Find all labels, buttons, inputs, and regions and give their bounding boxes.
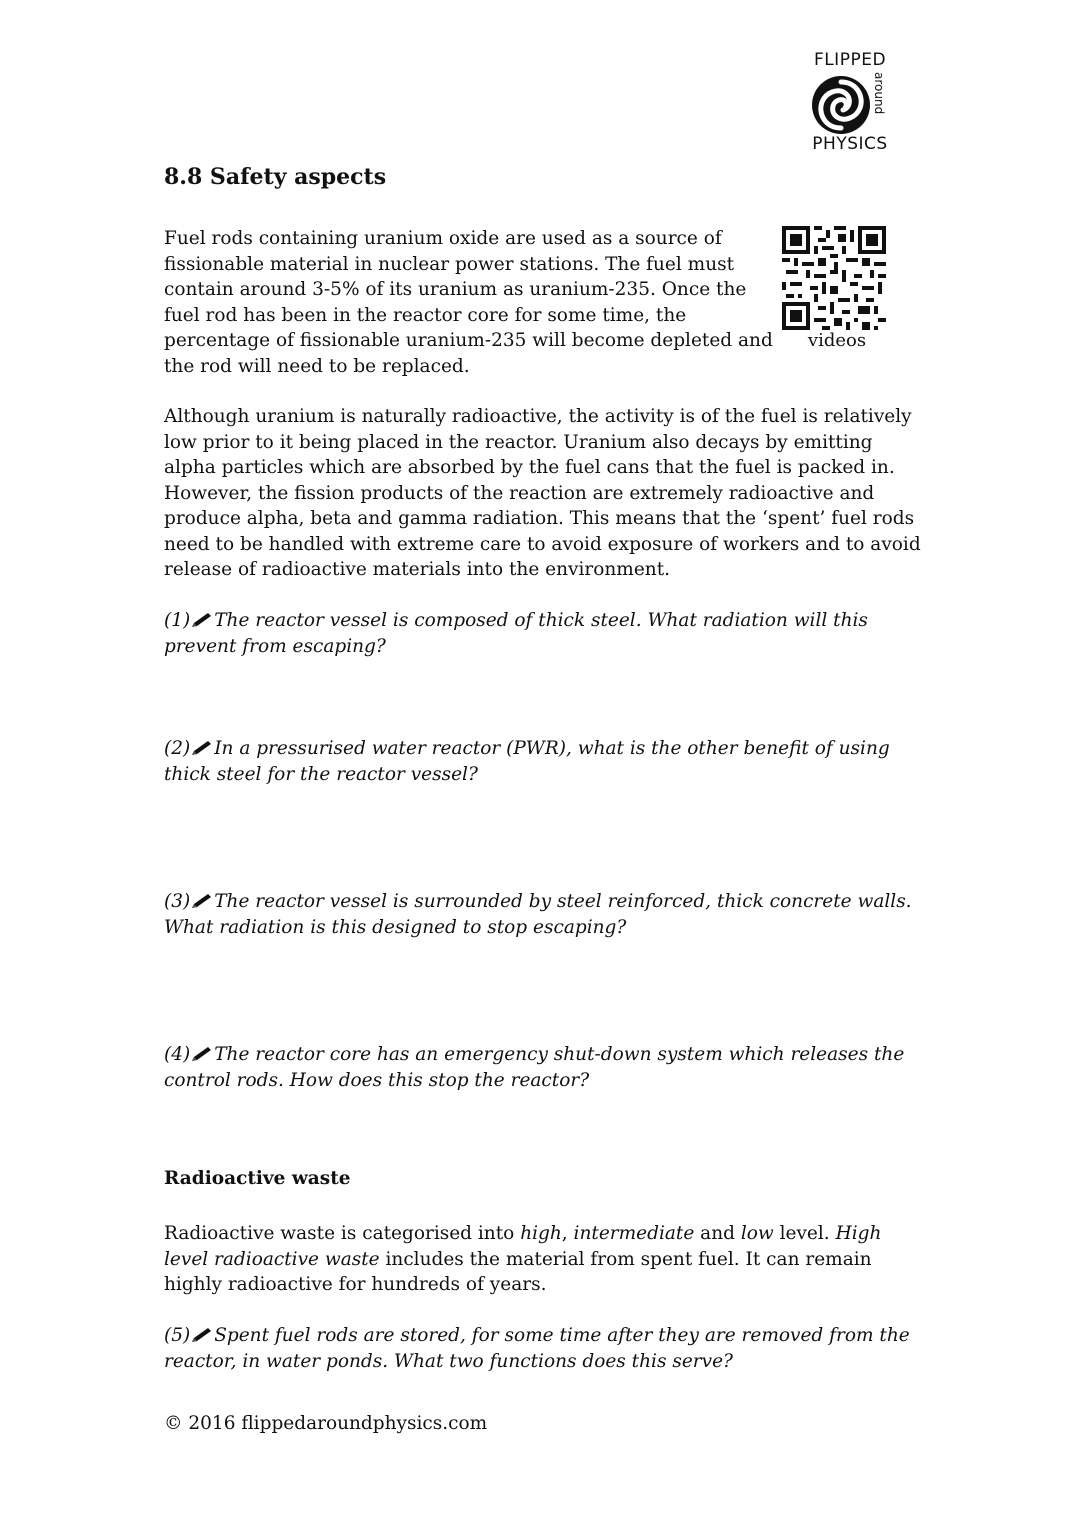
waste-text-2: level. (773, 1223, 836, 1244)
pencil-icon (191, 1046, 213, 1062)
question-4 (164, 1042, 924, 1093)
pencil-icon (191, 1327, 213, 1343)
pencil-icon (191, 740, 213, 756)
logo-bottom-text: PHYSICS (812, 134, 888, 154)
question-3 (164, 889, 924, 940)
radioactivity-paragraph: Although uranium is naturally radioactive, the activity is of the fuel is relatively low prior to it being placed in the reactor. Uranium also decays by emitting alpha particles which are absorbed by the fuel cans that the fuel is packed in. However, the fission products of the reaction are extremely radioactive and produce alpha, beta and gamma radiation. This means that the ‘spent’ fuel rods need to be handled with extreme care to avoid exposure of workers and to avoid release of radioactive materials into the environment. (164, 406, 921, 580)
question-text: The reactor core has an emergency shut-down system which releases the control rods. How does this stop the reactor? (164, 1044, 905, 1091)
question-number: (3) (164, 891, 191, 912)
waste-level-intermediate: intermediate (573, 1223, 695, 1244)
question-text: The reactor vessel is composed of thick steel. What radiation will this prevent from escaping? (164, 610, 868, 657)
question-number: (5) (164, 1325, 191, 1346)
page-title: 8.8 Safety aspects (164, 164, 387, 190)
waste-text-3: includes the material from spent fuel. It can remain highly radioactive for hundreds of years. (164, 1248, 872, 1295)
pencil-icon (191, 612, 213, 628)
waste-level-high: high (520, 1223, 562, 1244)
flipped-around-physics-logo (800, 48, 900, 158)
question-text: The reactor vessel is surrounded by steel reinforced, thick concrete walls. What radiation is this designed to stop escaping? (164, 891, 912, 938)
qr-code-icon[interactable] (782, 226, 886, 330)
question-text: Spent fuel rods are stored, for some time after they are removed from the reactor, in water ponds. What two functions does this serve? (164, 1325, 910, 1372)
question-1 (164, 608, 924, 659)
question-text: In a pressurised water reactor (PWR), what is the other benefit of using thick steel for the reactor vessel? (164, 738, 890, 785)
qr-label: videos (807, 330, 867, 351)
footer-copyright: © 2016 flippedaroundphysics.com (164, 1413, 488, 1434)
question-number: (4) (164, 1044, 191, 1065)
question-2 (164, 736, 924, 787)
question-number: (2) (164, 738, 191, 759)
logo-side-text: around (872, 72, 886, 115)
question-number: (1) (164, 610, 191, 631)
question-5 (164, 1323, 924, 1374)
swirl-logo-icon (810, 74, 872, 136)
logo-top-text: FLIPPED (813, 50, 887, 70)
pencil-icon (191, 893, 213, 909)
waste-text-1: Radioactive waste is categorised into (164, 1223, 521, 1244)
waste-comma: , (561, 1223, 574, 1244)
waste-level-low: low (740, 1223, 774, 1244)
waste-paragraph (164, 1221, 924, 1298)
waste-hlw-term: High level radioactive waste (164, 1223, 882, 1270)
waste-and: and (694, 1223, 741, 1244)
section-heading-radioactive-waste: Radioactive waste (164, 1168, 351, 1189)
intro-paragraph: Fuel rods containing uranium oxide are used as a source of fissionable material in nuclear power stations. The fuel must contain around 3-5% of its uranium as uranium-235. Once the fuel rod has been in the reactor core for some time, the percentage of fissionable uranium-235 will become depleted and the rod will need to be replaced. (164, 228, 773, 377)
